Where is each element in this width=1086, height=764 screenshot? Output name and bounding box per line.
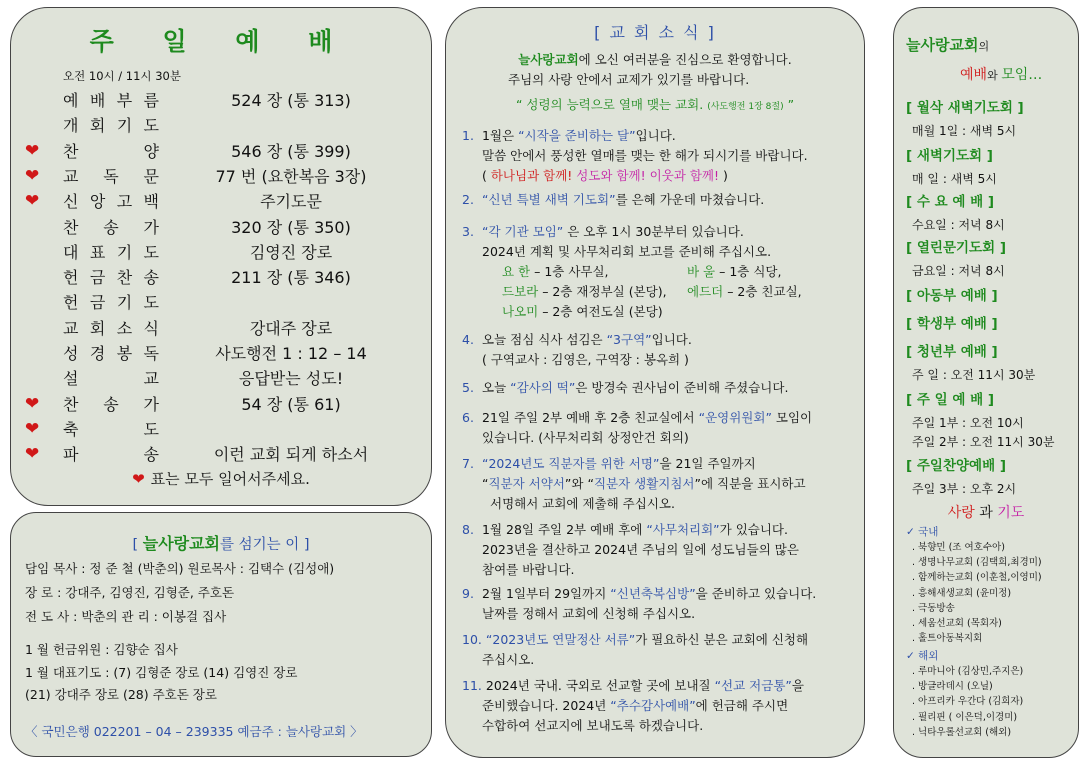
news-text: 을 준비하고 있습니다. xyxy=(695,586,817,601)
news-text: 2023년을 결산하고 2024년 주님의 일에 성도님들의 많은 xyxy=(482,542,799,557)
room-cell xyxy=(687,262,781,282)
worship-item-char: 찬 xyxy=(63,394,79,414)
news-text: 2024년 계획 및 사무처리회 보고를 준비해 주십시오. xyxy=(482,244,772,259)
news-highlight: “선교 저금통” xyxy=(714,678,792,693)
group-room: – 1층 식당, xyxy=(715,264,782,279)
worship-order-item xyxy=(11,164,431,190)
staff-elders: 장 로 : 강대주, 김영진, 김형준, 주호돈 xyxy=(25,585,235,600)
news-text: 오늘 xyxy=(482,380,511,395)
prayer-schedule-2: (21) 강대주 장로 (28) 주호돈 장로 xyxy=(25,687,217,702)
news-text: 은 방경숙 권사님이 준비해 주셨습니다. xyxy=(575,380,789,395)
news-item-number: 11. xyxy=(462,678,482,693)
worship-item-value: 77 번 (요한복음 3장) xyxy=(215,166,367,186)
bank-account: 〈 국민은행 022201 – 04 – 239335 예금주 : 늘사랑교회 〉 xyxy=(25,724,363,739)
news-highlight: 직분자 생활지침서 xyxy=(593,476,695,491)
news-text: ”와 “ xyxy=(564,476,594,491)
meeting-heading: [ 학생부 예배 ] xyxy=(906,316,998,332)
news-item-8 xyxy=(462,520,858,580)
news-welcome-church: 늘사랑교회 xyxy=(518,52,579,67)
meeting-heading: [ 새벽기도회 ] xyxy=(906,148,993,164)
meeting-time: 매월 1일 : 새벽 5시 xyxy=(912,124,1017,138)
worship-item-label xyxy=(63,113,159,136)
news-highlight: “감사의 떡” xyxy=(510,380,576,395)
news-item-3 xyxy=(462,222,858,322)
heart-icon: ❤ xyxy=(25,191,40,212)
room-cell xyxy=(502,262,687,282)
worship-item-char: 송 xyxy=(143,445,159,465)
worship-item-char: 기 xyxy=(116,116,133,136)
news-item-7 xyxy=(462,454,858,514)
room-list xyxy=(462,262,858,322)
worship-item-char: 개 xyxy=(63,116,79,136)
motto-neighbors: 이웃과 함께! xyxy=(649,168,720,183)
worship-item-char: 표 xyxy=(89,242,106,262)
prayer-heading xyxy=(894,502,1078,522)
news-item-number: 2. xyxy=(462,192,474,207)
worship-item-char: 부 xyxy=(116,91,133,110)
mission-item: . 흥해새생교회 (윤미정) xyxy=(912,587,1012,599)
worship-item-char: 도 xyxy=(143,293,159,313)
news-text: 1월은 xyxy=(482,128,519,143)
news-highlight: 직분자 서약서 xyxy=(488,476,565,491)
worship-item-label xyxy=(63,240,159,263)
worship-item-char: 금 xyxy=(89,293,106,313)
news-item-5 xyxy=(462,378,858,398)
church-news-panel xyxy=(445,7,865,758)
worship-item-char: 가 xyxy=(143,394,159,414)
mission-item: . 극동방송 xyxy=(912,602,955,614)
news-item-number: 3. xyxy=(462,224,474,239)
news-highlight: “2023년도 연말정산 서류” xyxy=(485,632,636,647)
worship-item-char: 앙 xyxy=(89,192,106,212)
worship-item-char: 신 xyxy=(63,192,79,212)
worship-order-item xyxy=(11,290,431,316)
worship-order-item xyxy=(11,189,431,215)
news-item-6 xyxy=(462,408,858,448)
news-text: “ xyxy=(482,476,489,491)
heart-icon: ❤ xyxy=(25,444,40,465)
subtitle-and: 와 xyxy=(987,69,1002,82)
meeting-heading: [ 주일찬양예배 ] xyxy=(906,458,1006,474)
worship-order-item xyxy=(11,240,431,266)
news-text: ) xyxy=(719,168,728,183)
mission-item: . 루마니아 (김상민,주지은) xyxy=(912,666,1024,677)
news-text: 입니다. xyxy=(635,128,676,143)
worship-item-label xyxy=(63,88,159,111)
news-item-number: 8. xyxy=(462,522,474,537)
news-highlight: “추수감사예배” xyxy=(610,698,696,713)
worship-item-char: 도 xyxy=(143,116,159,136)
worship-item-char: 기 xyxy=(116,242,133,262)
worship-order-item xyxy=(11,113,431,139)
prayer-and: 과 xyxy=(974,505,998,521)
worship-title: 주 일 예 배 xyxy=(89,27,353,56)
mission-item: . 함께하는교회 (이훈철,이영미) xyxy=(912,572,1042,584)
mission-item: . 세움선교회 (목회자) xyxy=(912,618,1002,630)
worship-item-char: 송 xyxy=(103,217,119,237)
news-text: 참여를 바랍니다. xyxy=(482,562,575,577)
news-text: 가 있습니다. xyxy=(719,522,788,537)
news-highlight: “신년 특별 새벽 기도회” xyxy=(482,192,616,207)
meeting-heading: [ 수 요 예 배 ] xyxy=(906,194,995,210)
group-name: 에드더 xyxy=(687,284,724,299)
mission-item: . 북향민 (조 여호수아) xyxy=(912,542,1005,553)
mission-item: . 홀트아동복지회 xyxy=(912,633,983,645)
worship-item-value: 김영진 장로 xyxy=(249,242,333,262)
subtitle-worship: 예배 xyxy=(960,67,988,83)
mission-item: . 방글라데시 (오닐) xyxy=(912,681,993,693)
worship-order-panel xyxy=(10,7,432,506)
news-text: 21일 주일 2부 예배 후 2층 친교실에서 xyxy=(482,410,699,425)
staff-panel xyxy=(10,512,432,757)
worship-item-label xyxy=(63,215,159,238)
worship-item-char: 문 xyxy=(143,166,159,186)
staff-evangelist: 전 도 사 : 박춘의 관 리 : 이봉걸 집사 xyxy=(25,609,227,624)
room-row xyxy=(462,302,858,322)
room-cell xyxy=(502,302,687,322)
meeting-heading: [ 열린문기도회 ] xyxy=(906,240,1006,256)
news-text: 2월 1일부터 29일까지 xyxy=(482,586,611,601)
room-row xyxy=(462,282,858,302)
worship-item-char: 배 xyxy=(89,91,106,110)
subtitle-meetings: 모임… xyxy=(1001,67,1043,83)
meeting-time: 주일 3부 : 오후 2시 xyxy=(912,482,1017,496)
news-item-number: 9. xyxy=(462,586,474,601)
worship-item-label xyxy=(63,316,159,339)
meeting-time: 주 일 : 오전 11시 30분 xyxy=(912,368,1036,382)
overseas-mission-list xyxy=(912,664,1023,740)
worship-item-char: 설 xyxy=(63,369,79,389)
meeting-heading: [ 청년부 예배 ] xyxy=(906,344,998,360)
news-highlight: “운영위원회” xyxy=(698,410,772,425)
group-room: – 2층 여전도실 (본당) xyxy=(538,304,663,319)
meeting-heading: [ 월삭 새벽기도회 ] xyxy=(906,100,1024,116)
worship-item-label xyxy=(63,265,159,288)
worship-item-value: 524 장 (통 313) xyxy=(231,91,351,110)
worship-item-label xyxy=(63,366,159,389)
worship-order-item xyxy=(11,265,431,291)
worship-item-char: 송 xyxy=(143,268,159,288)
meetings-panel xyxy=(893,7,1079,758)
worship-item-char: 찬 xyxy=(116,268,133,288)
worship-item-char: 교 xyxy=(63,166,79,186)
news-text: 을 21일 주일까지 xyxy=(659,456,756,471)
motto-saints: 성도와 함께! xyxy=(576,168,646,183)
worship-item-label xyxy=(63,164,159,187)
news-item-number: 6. xyxy=(462,410,474,425)
news-text: 날짜를 정해서 교회에 신청해 주십시오. xyxy=(482,606,696,621)
worship-item-char: 대 xyxy=(63,242,79,262)
heart-icon: ❤ xyxy=(25,418,40,439)
domestic-label: ✓ 국내 xyxy=(906,526,939,538)
heart-icon: ❤ xyxy=(132,470,145,488)
news-welcome-2: 주님의 사랑 안에서 교제가 있기를 바랍니다. xyxy=(508,72,750,87)
news-text: 주십시오. xyxy=(482,652,535,667)
worship-item-value: 54 장 (통 61) xyxy=(241,394,341,414)
news-highlight: “시작을 준비하는 달” xyxy=(518,128,636,143)
worship-item-value: 211 장 (통 346) xyxy=(231,268,351,288)
standing-note xyxy=(11,468,431,489)
heart-icon: ❤ xyxy=(25,165,40,186)
room-row xyxy=(462,262,858,282)
mission-item: . 아프리카 우간다 (김희자) xyxy=(912,696,1024,708)
heart-icon: ❤ xyxy=(25,140,40,161)
heart-icon: ❤ xyxy=(25,393,40,414)
news-welcome xyxy=(446,50,864,68)
news-text: 서명해서 교회에 제출해 주십시오. xyxy=(490,496,675,511)
worship-item-char: 독 xyxy=(143,344,159,363)
news-text: 가 필요하신 분은 교회에 신청해 xyxy=(635,632,809,647)
worship-item-char: 송 xyxy=(103,394,119,414)
staff-title xyxy=(11,531,431,554)
worship-item-char: 교 xyxy=(143,369,159,389)
motto-god: 하나님과 함께! xyxy=(490,168,573,183)
news-text: 입니다. xyxy=(651,332,692,347)
news-text: 수합하여 선교지에 보내도록 하겠습니다. xyxy=(482,718,704,733)
news-item-9 xyxy=(462,584,858,624)
worship-item-char: 예 xyxy=(63,91,79,110)
news-item-2 xyxy=(462,190,858,210)
worship-item-char: 축 xyxy=(63,419,79,439)
news-item-number: 4. xyxy=(462,332,474,347)
worship-item-value: 546 장 (통 399) xyxy=(231,141,351,161)
staff-pastors: 담임 목사 : 정 준 철 (박춘의) 원로목사 : 김택수 (김성애) xyxy=(25,561,335,576)
worship-item-char: 회 xyxy=(89,318,106,338)
worship-item-label xyxy=(63,392,159,415)
group-name: 요 한 xyxy=(502,264,531,279)
worship-item-char: 독 xyxy=(103,166,119,186)
worship-item-label xyxy=(63,442,159,465)
room-cell xyxy=(687,282,802,302)
news-highlight: “신년축복심방” xyxy=(610,586,696,601)
worship-item-char: 찬 xyxy=(63,217,79,237)
news-item-number: 10. xyxy=(462,632,482,647)
worship-order-item xyxy=(11,442,431,468)
worship-item-value: 사도행전 1 : 12 – 14 xyxy=(215,344,367,363)
worship-item-char: 헌 xyxy=(63,268,79,288)
worship-item-value: 응답받는 성도! xyxy=(238,369,344,389)
meetings-church-suffix: 의 xyxy=(978,40,990,53)
group-room: – 2층 친교실, xyxy=(723,284,802,299)
worship-item-char: 소 xyxy=(116,318,133,338)
worship-order-item xyxy=(11,341,431,367)
worship-item-char: 회 xyxy=(89,116,106,136)
meeting-time: 매 일 : 새벽 5시 xyxy=(912,172,997,186)
meetings-subtitle xyxy=(960,64,1042,84)
news-verse xyxy=(446,95,864,113)
news-highlight: “2024년도 직분자를 위한 서명” xyxy=(482,456,660,471)
worship-item-char: 찬 xyxy=(63,141,79,161)
mission-item: . 생명나무교회 (김택희,최경미) xyxy=(912,557,1042,569)
staff-title-open: [ xyxy=(132,537,139,553)
news-text: ( xyxy=(482,168,491,183)
meeting-time: 수요일 : 저녁 8시 xyxy=(912,218,1005,232)
worship-item-label xyxy=(63,139,159,162)
news-text: 오늘 점심 식사 섬김은 xyxy=(482,332,607,347)
meeting-time: 주일 2부 : 오전 11시 30분 xyxy=(912,435,1055,449)
worship-order-item xyxy=(11,139,431,165)
worship-item-char: 백 xyxy=(143,192,159,212)
news-item-4 xyxy=(462,330,858,370)
worship-item-char: 식 xyxy=(143,318,159,338)
meeting-heading: [ 주 일 예 배 ] xyxy=(906,392,995,408)
group-name: 드보라 xyxy=(502,284,539,299)
worship-order-item xyxy=(11,366,431,392)
news-item-11 xyxy=(462,676,858,736)
news-motto xyxy=(462,166,858,186)
news-item-number: 5. xyxy=(462,380,474,395)
news-text: 2024년 국내. 국외로 선교할 곳에 보내질 xyxy=(485,678,715,693)
prayer-love: 사랑 xyxy=(947,505,975,521)
worship-item-label xyxy=(63,189,159,212)
news-text: 준비했습니다. 2024년 xyxy=(482,698,611,713)
news-item-10 xyxy=(462,630,858,670)
worship-item-char: 양 xyxy=(143,141,159,161)
meeting-heading: [ 아동부 예배 ] xyxy=(906,288,998,304)
news-item-1 xyxy=(462,126,858,186)
worship-item-char: 름 xyxy=(143,91,159,110)
worship-item-label xyxy=(63,290,159,313)
news-item-number: 1. xyxy=(462,128,474,143)
offering-committee: 1 월 헌금위원 : 김향순 집사 xyxy=(25,642,178,657)
mission-item: . 닉타우롤선교회 (해외) xyxy=(912,726,1012,738)
worship-item-char: 도 xyxy=(143,419,159,439)
worship-item-char: 가 xyxy=(143,217,159,237)
group-name: 나오미 xyxy=(502,304,539,319)
worship-item-char: 기 xyxy=(116,293,133,313)
news-text: 있습니다. (사무처리회 상정안건 회의) xyxy=(482,430,689,445)
prayer-pray: 기도 xyxy=(997,505,1025,521)
news-text: 를 은혜 가운데 마쳤습니다. xyxy=(615,192,765,207)
news-title: [ 교 회 소 식 ] xyxy=(594,23,716,42)
mission-item: . 필리핀 ( 이은덕,이경미) xyxy=(912,711,1018,723)
meetings-church xyxy=(906,34,989,55)
worship-item-char: 교 xyxy=(63,318,79,338)
meetings-church-name: 늘사랑교회 xyxy=(906,36,979,54)
group-room: – 2층 재정부실 (본당), xyxy=(538,284,667,299)
group-name: 바 울 xyxy=(687,264,716,279)
room-cell xyxy=(502,282,687,302)
worship-item-value: 강대주 장로 xyxy=(249,318,333,338)
overseas-label: ✓ 해외 xyxy=(906,650,939,662)
worship-time: 오전 10시 / 11시 30분 xyxy=(63,69,181,83)
worship-order-item xyxy=(11,215,431,241)
news-welcome-text: 에 오신 여러분을 진심으로 환영합니다. xyxy=(578,52,792,67)
worship-item-char: 도 xyxy=(143,242,159,262)
news-text: 말씀 안에서 풍성한 열매를 맺는 한 해가 되시기를 바랍니다. xyxy=(482,148,808,163)
meeting-time: 금요일 : 저녁 8시 xyxy=(912,264,1005,278)
group-room: – 1층 사무실, xyxy=(530,264,609,279)
worship-item-value: 주기도문 xyxy=(260,192,322,212)
news-text: 에 헌금해 주시면 xyxy=(695,698,789,713)
worship-item-value: 320 장 (통 350) xyxy=(231,217,351,237)
worship-item-label xyxy=(63,417,159,440)
worship-item-char: 파 xyxy=(63,445,79,465)
worship-item-char: 성 xyxy=(63,344,79,363)
worship-item-char: 경 xyxy=(89,344,106,363)
news-text: 1월 28일 주일 2부 예배 후에 xyxy=(482,522,647,537)
news-item-number: 7. xyxy=(462,456,474,471)
news-verse-ref: (사도행전 1장 8절) xyxy=(707,102,784,112)
news-highlight: “사무처리회” xyxy=(646,522,720,537)
worship-order-item xyxy=(11,392,431,418)
worship-order-item xyxy=(11,417,431,443)
worship-order-item xyxy=(11,88,431,114)
news-highlight: “각 기관 모임” xyxy=(482,224,564,239)
worship-order-item xyxy=(11,316,431,342)
worship-item-char: 고 xyxy=(116,192,133,212)
news-verse-close: ” xyxy=(783,97,795,112)
standing-note-text: 표는 모두 일어서주세요. xyxy=(150,470,310,488)
domestic-mission-list xyxy=(912,540,1042,646)
staff-title-rest: 를 섬기는 이 ] xyxy=(220,537,310,553)
prayer-schedule-1: 1 월 대표기도 : (7) 김형준 장로 (14) 김영진 장로 xyxy=(25,665,298,680)
news-highlight: “3구역” xyxy=(606,332,652,347)
news-text: 은 오후 1시 30분부터 있습니다. xyxy=(563,224,744,239)
news-verse-text: “ 성령의 능력으로 열매 맺는 교회. xyxy=(515,97,704,112)
worship-item-char: 헌 xyxy=(63,293,79,313)
worship-item-char: 금 xyxy=(89,268,106,288)
news-text: ”에 직분을 표시하고 xyxy=(694,476,806,491)
staff-title-church: 늘사랑교회 xyxy=(142,534,221,553)
news-text: 모임이 xyxy=(771,410,813,425)
worship-item-label xyxy=(63,341,159,364)
news-text: 을 xyxy=(791,678,804,693)
worship-item-value: 이런 교회 되게 하소서 xyxy=(213,445,369,465)
worship-item-char: 봉 xyxy=(116,344,133,363)
news-text: ( 구역교사 : 김영은, 구역장 : 봉옥희 ) xyxy=(482,352,689,367)
meeting-time: 주일 1부 : 오전 10시 xyxy=(912,416,1024,430)
